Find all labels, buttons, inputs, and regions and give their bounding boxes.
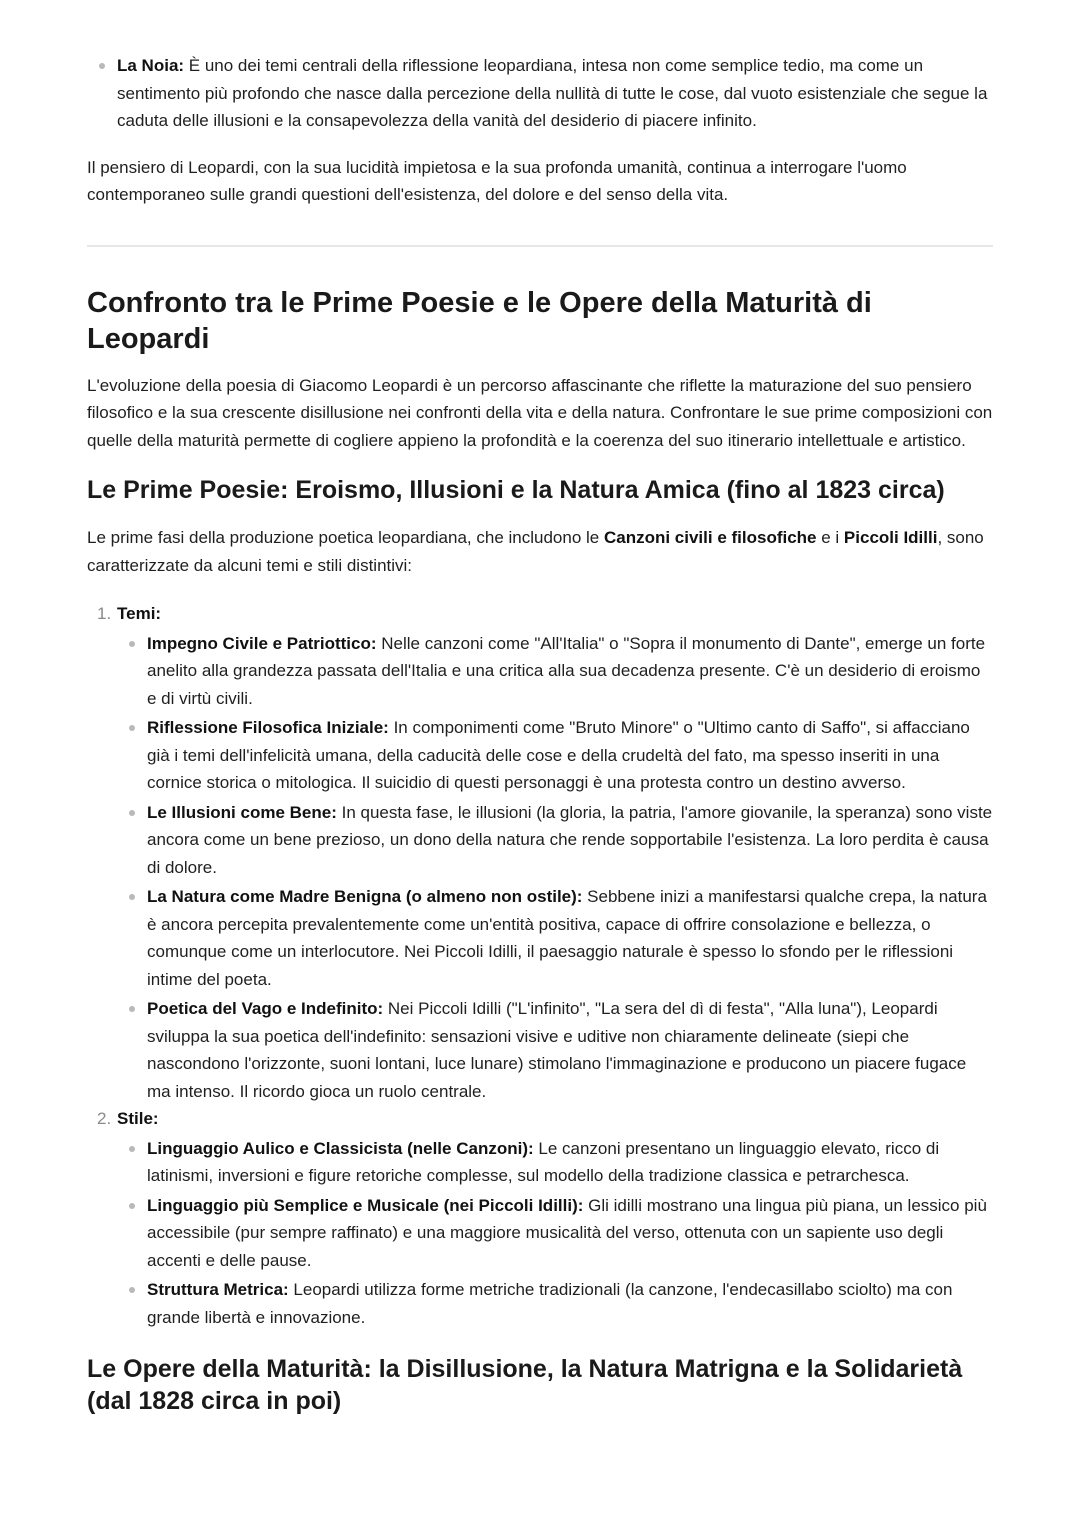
list-heading: Temi:	[117, 604, 162, 623]
section-divider	[87, 245, 993, 247]
features-list	[87, 600, 993, 1331]
list-item	[87, 1105, 993, 1331]
bullet-text: È uno dei temi centrali della riflessione leopardiana, intesa non come semplice tedio, ma come un sentimento più profondo che nasce dalla percezione della nullità di tutte le cose, dal vuoto esistenziale che segue la caduta delle illusioni e la consapevolezza della vanità del desiderio di piacere infinito.	[117, 56, 988, 130]
closing-paragraph: Il pensiero di Leopardi, con la sua lucidità impietosa e la sua profonda umanità, continua a interrogare l'uomo contemporaneo sulle grandi questioni dell'esistenza, del dolore e del senso della vita.	[87, 157, 907, 204]
section-intro: L'evoluzione della poesia di Giacomo Leopardi è un percorso affascinante che riflette la maturazione del suo pensiero filosofico e la sua crescente disillusione nei confronti della vita e della natura. Confrontare le sue prime composizioni con quelle della maturità permette di cogliere appieno la profondità e la coerenza del suo itinerario intellettuale e artistico.	[87, 375, 993, 450]
bullet-label: La Noia:	[117, 56, 185, 75]
subsection-intro: Le prime fasi della produzione poetica leopardiana, che includono le Canzoni civili e filosofiche e i Piccoli Idilli, sono caratterizzate da alcuni temi e stili distintivi:	[87, 528, 984, 575]
section-title: Confronto tra le Prime Poesie e le Opere della Maturità di Leopardi	[87, 286, 872, 355]
list-item: Riflessione Filosofica Iniziale: In componimenti come "Bruto Minore" o "Ultimo canto di Saffo", si affacciano già i temi dell'infelicità umana, della caducità delle cose e della crudeltà del fato, ma spesso inseriti in una cornice storica o mitologica. Il suicidio di questi personaggi è una protesta contro un destino avverso.	[117, 714, 993, 797]
list-number: 1.	[97, 604, 112, 623]
list-heading: Stile:	[117, 1109, 159, 1128]
list-item: Poetica del Vago e Indefinito: Nei Piccoli Idilli ("L'infinito", "La sera del dì di festa", "Alla luna"), Leopardi sviluppa la sua poetica dell'indefinito: sensazioni visive e uditive non chiaramente delineate (siepi che nascondono l'orizzonte, suoni lontani, luce lunare) stimolano l'immaginazione e producono un piacere fugace ma intenso. Il ricordo gioca un ruolo centrale.	[117, 995, 993, 1105]
list-item: Impegno Civile e Patriottico: Nelle canzoni come "All'Italia" o "Sopra il monumento di Dante", emerge un forte anelito alla grandezza passata dell'Italia e una critica alla sua decadenza presente. C'è un desiderio di eroismo e di virtù civili.	[117, 630, 993, 713]
subsection-title-mature: Le Opere della Maturità: la Disillusione, la Natura Matrigna e la Solidarietà (dal 1828 circa in poi)	[87, 1355, 963, 1415]
list-item	[87, 600, 993, 1105]
list-item: Linguaggio Aulico e Classicista (nelle Canzoni): Le canzoni presentano un linguaggio elevato, ricco di latinismi, inversioni e figure retoriche complesse, sul modello della tradizione classica e petrarchesca.	[117, 1135, 993, 1190]
sub-list	[117, 1135, 993, 1332]
subsection-title-early: Le Prime Poesie: Eroismo, Illusioni e la Natura Amica (fino al 1823 circa)	[87, 476, 945, 504]
sub-list	[117, 630, 993, 1106]
noia-bullet-list	[87, 0, 993, 135]
list-number: 2.	[97, 1109, 112, 1128]
list-item: Struttura Metrica: Leopardi utilizza forme metriche tradizionali (la canzone, l'endecasillabo sciolto) ma con grande libertà e innovazione.	[117, 1276, 993, 1331]
list-item: La Natura come Madre Benigna (o almeno non ostile): Sebbene inizi a manifestarsi qualche crepa, la natura è ancora percepita prevalentemente come un'entità positiva, capace di offrire consolazione e bellezza, o comunque come un interlocutore. Nei Piccoli Idilli, il paesaggio naturale è spesso lo sfondo per le riflessioni intime del poeta.	[117, 883, 993, 993]
list-item	[87, 52, 993, 135]
list-item: Le Illusioni come Bene: In questa fase, le illusioni (la gloria, la patria, l'amore giovanile, la speranza) sono viste ancora come un bene prezioso, un dono della natura che rende sopportabile l'esistenza. La loro perdita è causa di dolore.	[117, 799, 993, 882]
list-item: Linguaggio più Semplice e Musicale (nei Piccoli Idilli): Gli idilli mostrano una lingua più piana, un lessico più accessibile (pur sempre raffinato) e una maggiore musicalità del verso, ottenuta con un sapiente uso degli accenti e delle pause.	[117, 1192, 993, 1275]
